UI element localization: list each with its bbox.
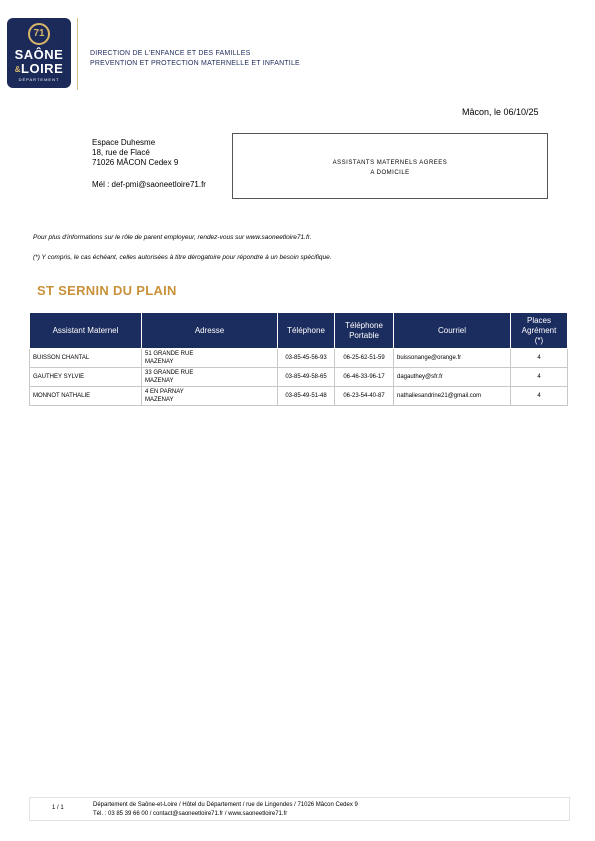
commune-title: ST SERNIN DU PLAIN [37, 283, 177, 298]
table-row [30, 368, 568, 387]
direction-line2: PREVENTION ET PROTECTION MATERNELLE ET INFANTILE [90, 60, 300, 67]
logo-line1: SAÔNE [14, 47, 64, 62]
page-footer [29, 797, 570, 821]
cell-adresse [142, 349, 278, 368]
sender-email: Mél : def-pmi@saoneetloire71.fr [92, 180, 206, 189]
cell-courriel: buissonange@orange.fr [394, 349, 511, 368]
logo-line2-text: LOIRE [21, 61, 64, 76]
page-number: 1 / 1 [52, 805, 64, 811]
header-adresse: Adresse [142, 313, 278, 349]
footer-text [93, 801, 358, 819]
cell-courriel: nathaliesandrine21@gmail.com [394, 387, 511, 406]
cell-telephone: 03-85-49-51-48 [278, 387, 335, 406]
table-row [30, 387, 568, 406]
info-line2: (*) Y compris, le cas échéant, celles autorisées à titre dérogatoire pour répondre à un besoin spécifique. [33, 254, 332, 261]
footer-line1: Département de Saône-et-Loire / Hôtel du Département / rue de Lingendes / 71026 Mâcon Cedex 9 [93, 802, 358, 808]
header-portable-line1: Téléphone [345, 320, 383, 330]
header-places-line1: Places [526, 315, 551, 325]
cell-places: 4 [511, 387, 568, 406]
cell-adresse [142, 387, 278, 406]
cell-nom: BUISSON CHANTAL [30, 349, 142, 368]
cell-portable: 06-25-62-51-59 [335, 349, 394, 368]
department-logo [7, 18, 71, 88]
header-portable [335, 313, 394, 349]
title-box-text [233, 158, 547, 178]
cell-adresse-line2: MAZENAY [145, 397, 174, 403]
title-box [232, 133, 548, 199]
cell-nom: MONNOT NATHALIE [30, 387, 142, 406]
direction-line1: DIRECTION DE L'ENFANCE ET DES FAMILLES [90, 50, 251, 57]
assistants-table [29, 312, 568, 406]
cell-courriel: dagauthey@sfr.fr [394, 368, 511, 387]
cell-portable: 06-23-54-40-87 [335, 387, 394, 406]
cell-adresse-line1: 4 EN PARNAY [145, 389, 184, 395]
header-divider [77, 18, 78, 90]
cell-telephone: 03-85-45-56-93 [278, 349, 335, 368]
logo-sub: DÉPARTEMENT [18, 77, 60, 82]
cell-adresse-line1: 51 GRANDE RUE [145, 351, 194, 357]
header-assistant: Assistant Maternel [30, 313, 142, 349]
header-places [511, 313, 568, 349]
logo-badge: 71 [28, 23, 50, 45]
title-line2: A DOMICILE [370, 170, 410, 176]
cell-adresse-line1: 33 GRANDE RUE [145, 370, 194, 376]
header-portable-line2: Portable [349, 330, 379, 340]
header-places-line2: Agrément [521, 325, 557, 335]
sender-address [92, 138, 178, 168]
logo-line2 [7, 61, 71, 76]
cell-portable: 06-46-33-96-17 [335, 368, 394, 387]
header-telephone: Téléphone [278, 313, 335, 349]
document-date: Mâcon, le 06/10/25 [462, 107, 539, 117]
table-header-row [30, 313, 568, 349]
header-courriel: Courriel [394, 313, 511, 349]
title-line1: ASSISTANTS MATERNELS AGREES [332, 160, 448, 166]
table-row [30, 349, 568, 368]
cell-adresse-line2: MAZENAY [145, 378, 174, 384]
logo-amp: & [14, 65, 22, 75]
sender-line2: 18, rue de Flacé [92, 148, 150, 157]
cell-telephone: 03-85-49-58-65 [278, 368, 335, 387]
cell-places: 4 [511, 349, 568, 368]
cell-places: 4 [511, 368, 568, 387]
sender-line1: Espace Duhesme [92, 138, 156, 147]
cell-adresse-line2: MAZENAY [145, 359, 174, 365]
footer-line2: Tél. : 03 85 39 66 00 / contact@saoneetloire71.fr / www.saoneetloire71.fr [93, 811, 288, 817]
sender-line3: 71026 MÂCON Cedex 9 [92, 158, 179, 167]
header-places-line3: (*) [534, 335, 544, 345]
direction-header [90, 49, 300, 69]
cell-adresse [142, 368, 278, 387]
info-line1: Pour plus d'informations sur le rôle de parent employeur, rendez-vous sur www.saoneetloire71.fr. [33, 234, 312, 241]
cell-nom: GAUTHEY SYLVIE [30, 368, 142, 387]
